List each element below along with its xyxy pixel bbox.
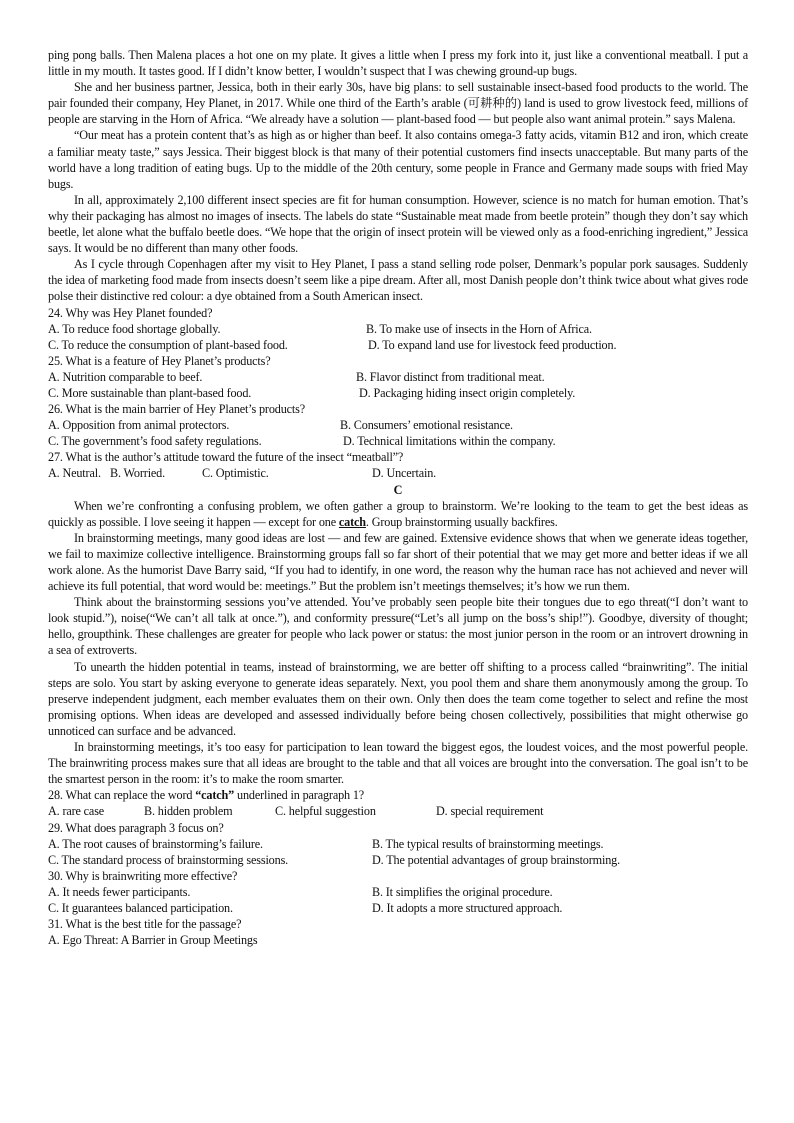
option-b: B. It simplifies the original procedure. [372,884,553,899]
option-c: C. helpful suggestion [275,804,376,819]
paragraph-text: When we’re confronting a confusing problem, we often gather a group to brainstorm. We’re looking to the team to get the best ideas as quickly as possible. I love seeing it happen — except for one [48,498,748,529]
option-row [48,884,748,900]
option-b: B. Worried. [110,466,166,481]
stem-keyword: “catch” [195,788,235,803]
option-d: D. It adopts a more structured approach. [372,900,563,915]
option-row [48,321,748,337]
paragraph: In brainstorming meetings, many good ideas are lost — and few are gained. Extensive evidence shows that when we generate ideas together, we fail to maximize collective intelligence. Brainstorming groups fall so far short of their potential that we may get more and better ideas if we all work alone. As the humorist Dave Barry said, “If you had to identify, in one word, the reason why the human race has not achieved and never will achieve its full potential, that word would be: meetings.” But the problem isn’t meetings themselves; it’s how we run them. [48,530,748,594]
option-row [48,337,748,353]
option-row [48,369,748,385]
question-stem: 29. What does paragraph 3 focus on? [48,820,224,835]
option-a: A. Nutrition comparable to beef. [48,369,203,384]
paragraph: “Our meat has a protein content that’s as high as or higher than beef. It also contains omega-3 fatty acids, vitamin B12 and iron, which create a familiar meaty taste,” says Jessica. Their biggest block is that many of their potential customers find insects unacceptable. But many parts of the world have a long tradition of eating bugs. Up to the middle of the 20th century, some people in France and Germany made soups with fried May bugs. [48,128,748,191]
option-a: A. Opposition from animal protectors. [48,418,230,433]
question-stem: 31. What is the best title for the passage? [48,917,242,932]
paragraph [48,498,748,530]
question-stem [48,787,748,803]
option-c: C. The standard process of brainstorming sessions. [48,852,289,867]
option-row [48,465,748,481]
paragraph: Think about the brainstorming sessions you’ve attended. You’ve probably seen people bite their tongues due to ego threat(“I don’t want to look stupid.”), noise(“We can’t all talk at once.”), and conformity pressure(“Let’s all jump on the boss’s ship!”). Goodbye, diversity of thought; hello, groupthink. These challenges are greater for people who lack power or status: the most junior person in the room or an introvert drowning in a sea of extroverts. [48,595,748,658]
question-stem: 24. Why was Hey Planet founded? [48,305,213,320]
question-stem: 27. What is the author’s attitude toward the future of the insect “meatball”? [48,450,404,465]
option-b: B. Flavor distinct from traditional meat. [356,369,545,384]
paragraph: ping pong balls. Then Malena places a hot one on my plate. It gives a little when I press my fork into it, just like a conventional meatball. I put a little in my mouth. It tastes good. If I didn’t know better, I wouldn’t suspect that I was chewing ground-up bugs. [48,48,748,79]
option-d: D. special requirement [436,804,544,819]
stem-text: 28. What can replace the word [48,788,196,803]
question-stem: 30. Why is brainwriting more effective? [48,868,238,883]
option-a: A. Neutral. [48,466,101,481]
question-stem: 25. What is a feature of Hey Planet’s products? [48,353,271,368]
paragraph: In brainstorming meetings, it’s too easy for participation to lean toward the biggest egos, the loudest voices, and the most powerful people. The brainwriting process makes sure that all ideas are brought to the table and that all voices are brought into the conversation. The goal isn’t to be the smartest person in the room: it’s to make the room smarter. [48,740,748,787]
option-row [48,836,748,852]
option-c: C. Optimistic. [202,466,269,481]
option-d: D. Technical limitations within the company. [343,434,556,449]
option-d: D. To expand land use for livestock feed production. [368,337,617,352]
option-a: A. rare case [48,804,105,819]
paragraph-text: . Group brainstorming usually backfires. [365,514,558,529]
option-c: C. It guarantees balanced participation. [48,900,233,915]
option-a: A. To reduce food shortage globally. [48,321,221,336]
option-b: B. hidden problem [144,804,233,819]
option-a: A. It needs fewer participants. [48,884,191,899]
option-d: D. The potential advantages of group brainstorming. [372,852,621,867]
question-stem: 26. What is the main barrier of Hey Planet’s products? [48,402,306,417]
exam-page [48,47,748,948]
option-b: B. Consumers’ emotional resistance. [340,418,513,433]
paragraph: To unearth the hidden potential in teams, instead of brainstorming, we are better off shifting to a process called “brainwriting”. The initial steps are solo. You start by asking everyone to generate ideas separately. Next, you pool them and share them anonymously among the group. To preserve independent judgment, each member evaluates them on their own. Only then does the team come together to select and refine the most promising options. When ideas are developed and assessed individually before being chosen collectively, possibilities that might otherwise go unnoticed can surface and be advanced. [48,659,748,738]
option-c: C. The government’s food safety regulations. [48,434,262,449]
option-d: D. Uncertain. [372,466,437,481]
paragraph: She and her business partner, Jessica, both in their early 30s, have big plans: to sell sustainable insect-based food products to the world. The pair founded their company, Hey Planet, in 2017. While one third of the Earth’s arable (可耕种的) land is used to grow livestock feed, millions of people are starving in the Horn of Africa. “We already have a solution — plant-based food — but people also want animal protein.” says Malena. [48,80,748,127]
option-a: A. Ego Threat: A Barrier in Group Meetings [48,933,258,948]
option-row [48,417,748,433]
option-row [48,433,748,449]
option-b: B. The typical results of brainstorming meetings. [372,836,604,851]
option-d: D. Packaging hiding insect origin completely. [359,385,576,400]
paragraph: As I cycle through Copenhagen after my visit to Hey Planet, I pass a stand selling rode polser, Denmark’s popular pork sausages. Suddenly the idea of marketing food made from insects doesn’t seem like a pipe dream. After all, most Danish people don’t think twice about what gives rode polse their distinctive red colour: a dye obtained from a South American insect. [48,257,748,304]
option-b: B. To make use of insects in the Horn of Africa. [366,321,592,336]
option-c: C. To reduce the consumption of plant-based food. [48,337,288,352]
underlined-word: catch [338,514,366,529]
option-c: C. More sustainable than plant-based food. [48,385,252,400]
option-row [48,900,748,916]
stem-text: underlined in paragraph 1? [234,788,365,803]
paragraph: In all, approximately 2,100 different insect species are fit for human consumption. However, science is no match for human emotion. That’s why their packaging has almost no images of insects. The labels do state “Sustainable meat made from beetle protein” though they don’t say which beetle, let alone what the buffalo beetle does. “We hope that the origin of insect protein will be viewed only as a food-enriching ingredient,” Jessica says. It would be no different than many other foods. [48,192,748,256]
option-row [48,385,748,401]
option-row [48,803,748,819]
option-a: A. The root causes of brainstorming’s failure. [48,836,263,851]
option-row [48,852,748,868]
section-heading: C [393,482,403,497]
